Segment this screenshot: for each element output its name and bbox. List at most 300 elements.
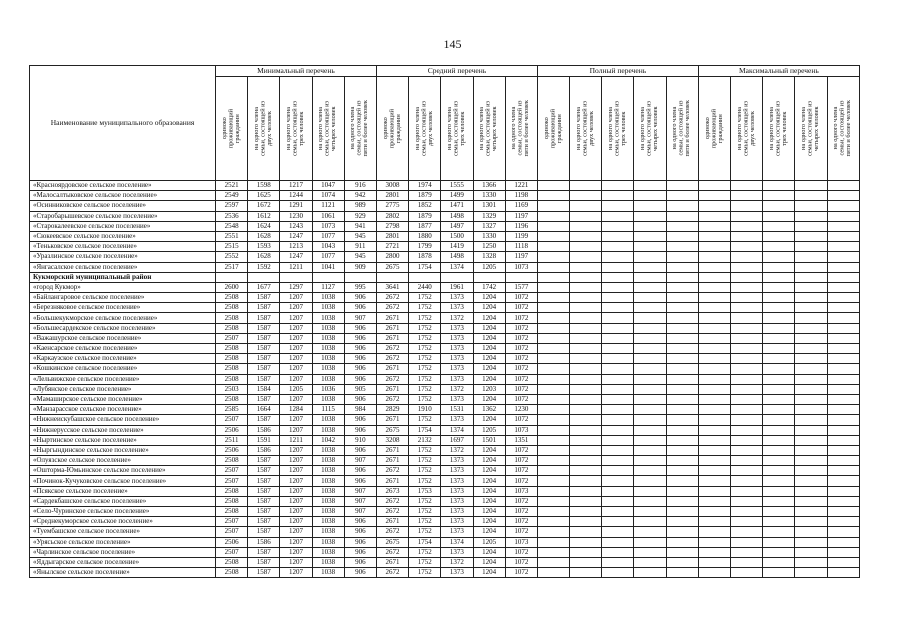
value-cell (570, 221, 602, 231)
value-cell (602, 313, 634, 323)
value-cell: 1072 (505, 364, 537, 374)
value-cell: 1372 (441, 313, 473, 323)
subcolumn-header (216, 77, 248, 181)
value-cell (698, 262, 730, 272)
value-cell: 1587 (248, 496, 280, 506)
value-cell: 1198 (505, 191, 537, 201)
value-cell (441, 272, 473, 282)
value-cell (731, 231, 763, 241)
value-cell: 906 (344, 476, 376, 486)
value-cell (698, 231, 730, 241)
value-cell: 2508 (216, 354, 248, 364)
value-cell: 1742 (473, 282, 505, 292)
value-cell (795, 496, 827, 506)
value-cell: 2506 (216, 425, 248, 435)
value-cell (666, 537, 698, 547)
value-cell: 1752 (409, 333, 441, 343)
value-cell: 1072 (505, 303, 537, 313)
value-cell (731, 415, 763, 425)
value-cell (537, 231, 569, 241)
value-cell (602, 252, 634, 262)
value-cell (602, 374, 634, 384)
value-cell: 1127 (312, 282, 344, 292)
value-cell: 1038 (312, 354, 344, 364)
value-cell (795, 405, 827, 415)
district-row (30, 272, 860, 282)
value-cell (827, 486, 859, 496)
value-cell: 2508 (216, 303, 248, 313)
value-cell: 1072 (505, 354, 537, 364)
value-cell (731, 181, 763, 191)
value-cell: 1752 (409, 384, 441, 394)
value-cell (731, 344, 763, 354)
value-cell: 1373 (441, 486, 473, 496)
value-cell (537, 211, 569, 221)
value-cell (537, 282, 569, 292)
value-cell: 907 (344, 313, 376, 323)
value-cell (666, 313, 698, 323)
value-cell (698, 303, 730, 313)
value-cell: 1205 (473, 425, 505, 435)
value-cell: 1038 (312, 323, 344, 333)
value-cell: 2507 (216, 333, 248, 343)
value-cell: 1072 (505, 517, 537, 527)
value-cell (731, 568, 763, 578)
value-cell: 1072 (505, 527, 537, 537)
value-cell: 2506 (216, 445, 248, 455)
value-cell: 1587 (248, 313, 280, 323)
value-cell: 906 (344, 293, 376, 303)
value-cell (698, 333, 730, 343)
value-cell: 1203 (473, 384, 505, 394)
value-cell: 1230 (280, 211, 312, 221)
value-cell (537, 527, 569, 537)
value-cell (827, 354, 859, 364)
value-cell: 1207 (280, 445, 312, 455)
municipality-name: «Нижнеискубашское сельское поселение» (30, 415, 216, 425)
value-cell: 2503 (216, 384, 248, 394)
value-cell: 1587 (248, 466, 280, 476)
table-row (30, 282, 860, 292)
value-cell (763, 527, 795, 537)
table-row (30, 303, 860, 313)
value-cell (666, 415, 698, 425)
value-cell (570, 293, 602, 303)
value-cell (634, 221, 666, 231)
value-cell: 1752 (409, 354, 441, 364)
value-cell: 2536 (216, 211, 248, 221)
value-cell (827, 415, 859, 425)
value-cell: 1038 (312, 527, 344, 537)
value-cell (827, 313, 859, 323)
value-cell (602, 415, 634, 425)
value-cell (602, 557, 634, 567)
value-cell: 1752 (409, 466, 441, 476)
value-cell: 1038 (312, 415, 344, 425)
municipality-name: «Янгасалское сельское поселение» (30, 262, 216, 272)
value-cell (795, 364, 827, 374)
value-cell: 2672 (376, 496, 408, 506)
value-cell: 1207 (280, 415, 312, 425)
value-cell: 1587 (248, 354, 280, 364)
value-cell: 1587 (248, 333, 280, 343)
value-cell (537, 394, 569, 404)
value-cell: 1328 (473, 252, 505, 262)
value-cell (634, 527, 666, 537)
value-cell (666, 231, 698, 241)
value-cell (666, 242, 698, 252)
value-cell: 2672 (376, 354, 408, 364)
municipality-name: «Осинниковское сельское поселение» (30, 201, 216, 211)
value-cell: 3641 (376, 282, 408, 292)
value-cell: 1038 (312, 507, 344, 517)
value-cell: 1752 (409, 517, 441, 527)
value-cell (376, 272, 408, 282)
value-cell (570, 517, 602, 527)
value-cell: 1205 (473, 537, 505, 547)
value-cell (634, 364, 666, 374)
subcolumn-header-label: одиноко проживающий гражданин (220, 108, 241, 149)
value-cell (698, 466, 730, 476)
value-cell: 1974 (409, 181, 441, 191)
value-cell: 3208 (376, 435, 408, 445)
value-cell (795, 394, 827, 404)
value-cell (666, 557, 698, 567)
value-cell (763, 466, 795, 476)
value-cell: 1204 (473, 507, 505, 517)
value-cell (795, 435, 827, 445)
value-cell (827, 323, 859, 333)
value-cell: 1244 (280, 191, 312, 201)
subcolumn-header (570, 77, 602, 181)
value-cell: 1587 (248, 507, 280, 517)
value-cell: 916 (344, 181, 376, 191)
subcolumn-header (505, 77, 537, 181)
value-cell (602, 221, 634, 231)
table-row (30, 181, 860, 191)
municipality-name: «Лельвижское сельское поселение» (30, 374, 216, 384)
group-header-minimal: Минимальный перечень (216, 66, 377, 77)
value-cell: 989 (344, 201, 376, 211)
municipality-name: «Ныртинское сельское поселение» (30, 435, 216, 445)
value-cell: 1073 (505, 262, 537, 272)
value-cell (731, 466, 763, 476)
value-cell (763, 191, 795, 201)
value-cell (731, 303, 763, 313)
value-cell: 1204 (473, 517, 505, 527)
value-cell: 1879 (409, 211, 441, 221)
value-cell (537, 344, 569, 354)
value-cell: 2671 (376, 313, 408, 323)
value-cell (602, 354, 634, 364)
value-cell: 1587 (248, 374, 280, 384)
value-cell: 1373 (441, 527, 473, 537)
table-row (30, 547, 860, 557)
table-row (30, 191, 860, 201)
value-cell: 2671 (376, 456, 408, 466)
value-cell (763, 384, 795, 394)
value-cell (634, 496, 666, 506)
value-cell (763, 394, 795, 404)
table-row (30, 405, 860, 415)
value-cell: 910 (344, 435, 376, 445)
value-cell: 1329 (473, 211, 505, 221)
value-cell (570, 507, 602, 517)
value-cell: 1598 (248, 181, 280, 191)
value-cell (763, 486, 795, 496)
value-cell: 1351 (505, 435, 537, 445)
value-cell: 1207 (280, 557, 312, 567)
value-cell (570, 333, 602, 343)
value-cell: 1373 (441, 303, 473, 313)
value-cell: 1115 (312, 405, 344, 415)
value-cell: 1284 (280, 405, 312, 415)
value-cell (570, 211, 602, 221)
value-cell: 2585 (216, 405, 248, 415)
value-cell (570, 323, 602, 333)
value-cell (827, 425, 859, 435)
value-cell (731, 333, 763, 343)
value-cell: 2508 (216, 344, 248, 354)
value-cell (827, 344, 859, 354)
value-cell (634, 445, 666, 455)
municipality-name: «Каенсарское сельское поселение» (30, 344, 216, 354)
value-cell: 1204 (473, 557, 505, 567)
value-cell (537, 568, 569, 578)
subcolumn-header-label: на одного члена семьи, состоящей из трех человек (767, 101, 789, 156)
value-cell (634, 211, 666, 221)
value-cell (698, 344, 730, 354)
value-cell: 1038 (312, 344, 344, 354)
value-cell (634, 486, 666, 496)
group-header-maximal: Максимальный перечень (698, 66, 859, 77)
value-cell: 1754 (409, 425, 441, 435)
name-column-header: Наименование муниципального образования (30, 66, 216, 181)
value-cell: 1243 (280, 221, 312, 231)
value-cell (634, 323, 666, 333)
value-cell (763, 313, 795, 323)
value-cell: 1587 (248, 415, 280, 425)
value-cell (795, 507, 827, 517)
value-cell: 905 (344, 384, 376, 394)
value-cell: 1374 (441, 537, 473, 547)
value-cell (634, 435, 666, 445)
value-cell: 1038 (312, 445, 344, 455)
value-cell: 2675 (376, 262, 408, 272)
value-cell (602, 527, 634, 537)
value-cell: 1754 (409, 262, 441, 272)
table-row (30, 507, 860, 517)
value-cell (666, 405, 698, 415)
value-cell: 2507 (216, 517, 248, 527)
value-cell (602, 568, 634, 578)
value-cell: 1072 (505, 568, 537, 578)
value-cell: 1038 (312, 476, 344, 486)
value-cell: 2517 (216, 262, 248, 272)
value-cell (666, 476, 698, 486)
value-cell: 1297 (280, 282, 312, 292)
value-cell (666, 221, 698, 231)
value-cell (698, 425, 730, 435)
value-cell: 1207 (280, 537, 312, 547)
table-row (30, 415, 860, 425)
value-cell: 1072 (505, 445, 537, 455)
value-cell: 1753 (409, 486, 441, 496)
value-cell (731, 282, 763, 292)
value-cell: 1207 (280, 364, 312, 374)
table-row (30, 211, 860, 221)
subcolumn-header-label: на одного члена семьи, состоящей из пяти и более человек (671, 100, 692, 157)
value-cell (602, 333, 634, 343)
value-cell (570, 231, 602, 241)
value-cell: 1587 (248, 476, 280, 486)
value-cell (634, 466, 666, 476)
value-cell (795, 476, 827, 486)
value-cell: 1593 (248, 242, 280, 252)
value-cell: 2672 (376, 507, 408, 517)
value-cell (698, 405, 730, 415)
value-cell (698, 435, 730, 445)
value-cell: 1073 (312, 221, 344, 231)
value-cell (666, 394, 698, 404)
value-cell: 1373 (441, 547, 473, 557)
value-cell: 906 (344, 344, 376, 354)
value-cell (698, 537, 730, 547)
value-cell (634, 537, 666, 547)
value-cell (666, 486, 698, 496)
value-cell (666, 201, 698, 211)
value-cell (537, 435, 569, 445)
value-cell: 2508 (216, 313, 248, 323)
subcolumn-header-label: на одного члена семьи, состоящей из двух человек (574, 101, 595, 156)
value-cell: 1207 (280, 374, 312, 384)
municipality-name: «Важашурское сельское поселение» (30, 333, 216, 343)
value-cell: 907 (344, 496, 376, 506)
value-cell: 984 (344, 405, 376, 415)
value-cell: 1121 (312, 201, 344, 211)
value-cell: 906 (344, 568, 376, 578)
value-cell: 1612 (248, 211, 280, 221)
value-cell (634, 394, 666, 404)
value-cell (570, 364, 602, 374)
value-cell (731, 435, 763, 445)
value-cell (698, 496, 730, 506)
municipality-name: «Туембашское сельское поселение» (30, 527, 216, 537)
value-cell: 907 (344, 456, 376, 466)
value-cell (602, 344, 634, 354)
value-cell: 1498 (441, 211, 473, 221)
value-cell (634, 568, 666, 578)
value-cell (763, 231, 795, 241)
value-cell (795, 517, 827, 527)
value-cell (537, 557, 569, 567)
value-cell (537, 323, 569, 333)
value-cell (634, 231, 666, 241)
value-cell (698, 486, 730, 496)
value-cell: 2671 (376, 476, 408, 486)
value-cell (731, 374, 763, 384)
value-cell (795, 242, 827, 252)
value-cell (795, 313, 827, 323)
value-cell: 2672 (376, 547, 408, 557)
value-cell (698, 272, 730, 282)
value-cell: 2508 (216, 293, 248, 303)
value-cell (570, 344, 602, 354)
value-cell (795, 181, 827, 191)
value-cell: 1373 (441, 496, 473, 506)
value-cell: 909 (344, 262, 376, 272)
value-cell (827, 242, 859, 252)
value-cell (763, 211, 795, 221)
value-cell: 906 (344, 517, 376, 527)
value-cell (570, 201, 602, 211)
value-cell (731, 507, 763, 517)
value-cell: 1250 (473, 242, 505, 252)
value-cell (666, 435, 698, 445)
value-cell (795, 456, 827, 466)
value-cell (570, 568, 602, 578)
value-cell: 2801 (376, 231, 408, 241)
value-cell (698, 364, 730, 374)
value-cell (827, 221, 859, 231)
value-cell: 2440 (409, 282, 441, 292)
value-cell: 1204 (473, 354, 505, 364)
value-cell (827, 547, 859, 557)
table-body (30, 181, 860, 578)
value-cell (537, 476, 569, 486)
value-cell (795, 425, 827, 435)
value-cell: 1291 (280, 201, 312, 211)
value-cell: 1587 (248, 557, 280, 567)
value-cell: 1752 (409, 293, 441, 303)
value-cell (570, 252, 602, 262)
subcolumn-header-label: на одного члена семьи, состоящей из двух человек (735, 101, 756, 156)
value-cell: 2511 (216, 435, 248, 445)
value-cell (666, 191, 698, 201)
value-cell (827, 201, 859, 211)
value-cell (763, 547, 795, 557)
value-cell: 1373 (441, 364, 473, 374)
subcolumn-header (698, 77, 730, 181)
value-cell: 1592 (248, 262, 280, 272)
value-cell (634, 293, 666, 303)
value-cell: 1038 (312, 333, 344, 343)
value-cell: 1072 (505, 374, 537, 384)
value-cell (666, 293, 698, 303)
value-cell: 1373 (441, 568, 473, 578)
value-cell (731, 425, 763, 435)
value-cell: 2672 (376, 303, 408, 313)
value-cell: 906 (344, 415, 376, 425)
value-cell (634, 242, 666, 252)
value-cell (698, 476, 730, 486)
value-cell: 1624 (248, 221, 280, 231)
subcolumn-header-label: на одного члена семьи, состоящей из трех человек (285, 101, 306, 156)
value-cell (602, 476, 634, 486)
value-cell: 1047 (312, 181, 344, 191)
value-cell (731, 262, 763, 272)
value-cell (795, 557, 827, 567)
value-cell: 1038 (312, 466, 344, 476)
value-cell (570, 496, 602, 506)
value-cell (602, 486, 634, 496)
value-cell (537, 293, 569, 303)
value-cell (827, 191, 859, 201)
value-cell: 1752 (409, 527, 441, 537)
value-cell: 1073 (505, 486, 537, 496)
value-cell (827, 293, 859, 303)
value-cell: 1169 (505, 201, 537, 211)
